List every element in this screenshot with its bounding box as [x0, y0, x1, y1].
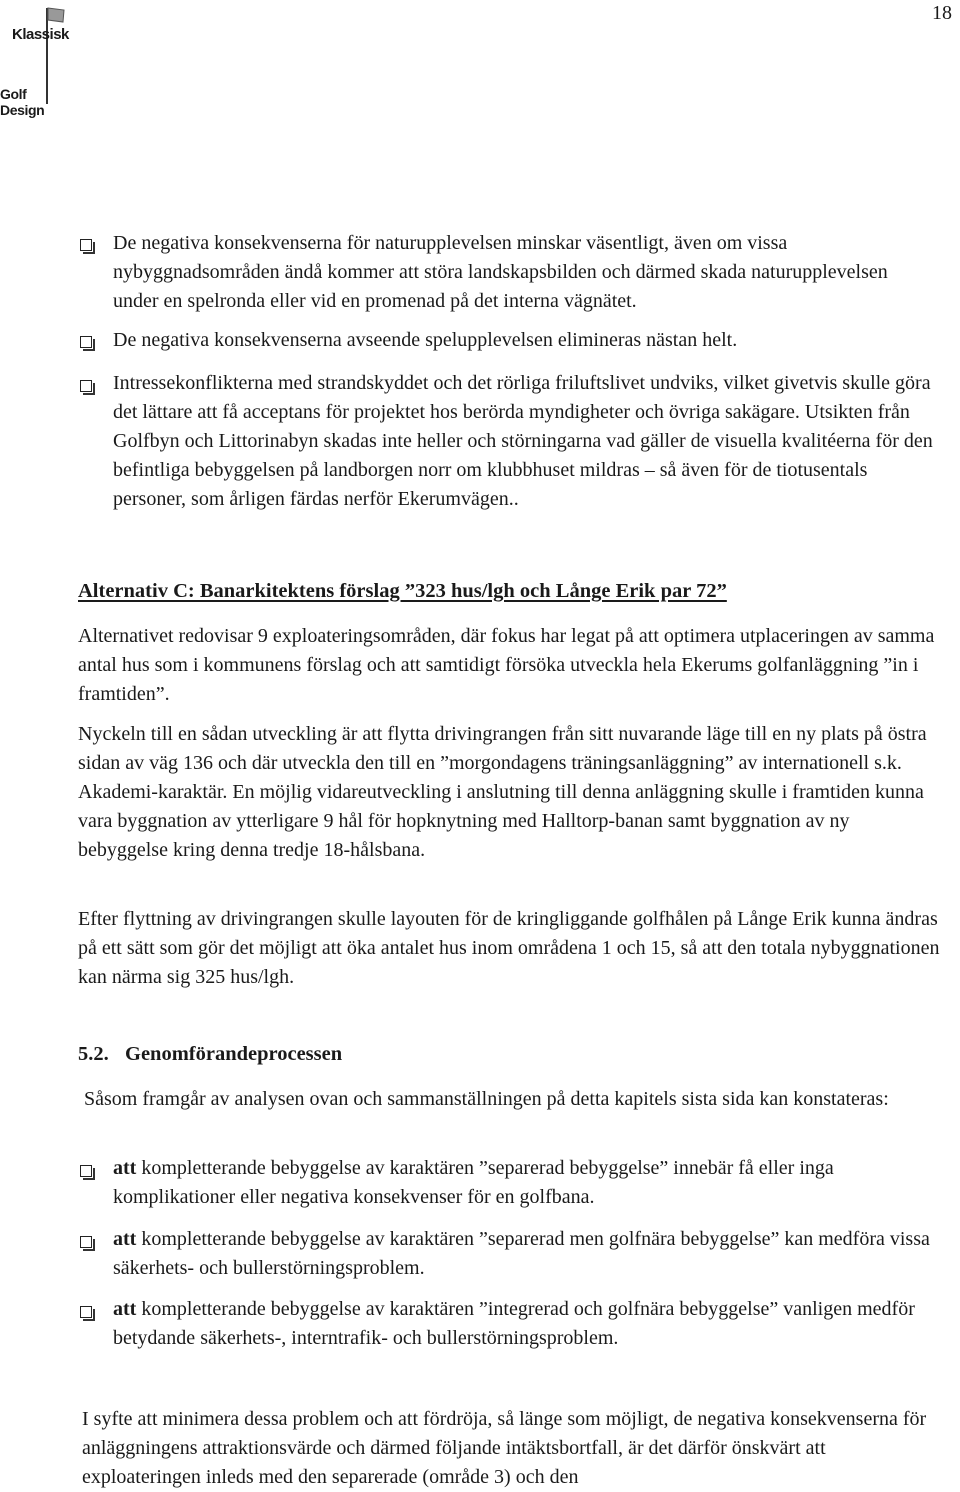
checkbox-bullet-icon	[80, 380, 92, 392]
checkbox-bullet-icon	[80, 1306, 92, 1318]
paragraph: Efter flyttning av drivingrangen skulle layouten för de kringliggande golfhålen på Långe Erik kunna ändras på ett sätt som gör det möjligt att öka antalet hus inom områdena 1 och 15, så att den totala nybyggnationen kan närma sig 325 hus/lgh.	[78, 908, 940, 988]
bullet-item	[113, 1295, 933, 1353]
closing-paragraph: I syfte att minimera dessa problem och att fördröja, så länge som möjligt, de negativa konsekvenserna för anläggningens attraktionsvärde och därmed följande intäktsbortfall, är det därför önskvärt att exploateringen inleds med den separerade (område 3) och den	[82, 1408, 927, 1488]
checkbox-bullet-icon	[80, 239, 92, 251]
checkbox-bullet-icon	[80, 1165, 92, 1177]
paragraph: Nyckeln till en sådan utveckling är att flytta drivingrangen från sitt nuvarande läge till en ny plats på östra sidan av väg 136 och där utveckla den till en ”morgondagens träningsanläggning” av internationell s.k. Akademi-karaktär. En möjlig vidareutveckling i anslutning till denna anläggning skulle i framtiden kunna vara byggnation av ytterligare 9 hål för hopknytning med Halltorp-banan samt byggnation av ny bebyggelse kring denna tredje 18-hålsbana.	[78, 723, 927, 861]
section-number: 5.2.	[78, 1043, 109, 1065]
checkbox-bullet-icon	[80, 1236, 92, 1248]
bullet-item	[113, 1225, 933, 1283]
logo	[0, 0, 72, 118]
bullet-text: De negativa konsekvenserna avseende spelupplevelsen elimineras nästan helt.	[113, 329, 738, 351]
bullet-rest: kompletterande bebyggelse av karaktären ”integrerad och golfnära bebyggelse” vanligen medför betydande säkerhets-, interntrafik- och bullerstörningsproblem.	[113, 1298, 915, 1349]
section-title	[84, 1043, 342, 1066]
paragraph: Alternativet redovisar 9 exploateringsområden, där fokus har legat på att optimera utplaceringen av samma antal hus som i kommunens förslag och att samtidigt försöka utveckla hela Ekerums golfanläggning ”in i framtiden”.	[78, 625, 935, 705]
bullet-rest: kompletterande bebyggelse av karaktären ”separerad bebyggelse” innebär få eller inga komplikationer eller negativa konsekvenser för en golfbana.	[113, 1157, 834, 1208]
bullet-lead: att	[113, 1157, 137, 1179]
section-intro: Såsom framgår av analysen ovan och sammanställningen på detta kapitels sista sida kan konstateras:	[84, 1088, 889, 1110]
bullet-text: De negativa konsekvenserna för naturupplevelsen minskar väsentligt, även om vissa nybyggnadsområden ändå kommer att störa landskapsbilden och därmed skada naturupplevelsen under en spelronda eller vid en promenad på det interna vägnätet.	[113, 232, 888, 312]
page-number: 18	[932, 2, 952, 24]
bullet-rest: kompletterande bebyggelse av karaktären ”separerad men golfnära bebyggelse” kan medföra vissa säkerhets- och bullerstörningsproblem.	[113, 1228, 930, 1279]
bullet-lead: att	[113, 1298, 137, 1320]
checkbox-bullet-icon	[80, 336, 92, 348]
bullet-item	[113, 1154, 933, 1212]
bullet-lead: att	[113, 1228, 137, 1250]
alternative-c-heading: Alternativ C: Banarkitektens förslag ”323 hus/lgh och Långe Erik par 72”	[78, 580, 727, 602]
logo-bottom-text: Golf Design	[0, 86, 45, 118]
logo-top-text: Klassisk	[12, 26, 69, 43]
bullet-text: Intressekonflikterna med strandskyddet och det rörliga friluftslivet undviks, vilket givetvis skulle göra det lättare att få acceptans för projektet hos berörda myndigheter och övriga sakägare. Utsikten från Golfbyn och Littorinabyn skadas inte heller och störningarna vad gäller de visuella kvalitéerna för den befintliga bebyggelsen på landborgen norr om klubbhuset mildras – så även för de tiotusentals personer, som årligen färdas nerför Ekerumvägen..	[113, 372, 933, 510]
section-title-text: Genomförandeprocessen	[125, 1043, 343, 1065]
